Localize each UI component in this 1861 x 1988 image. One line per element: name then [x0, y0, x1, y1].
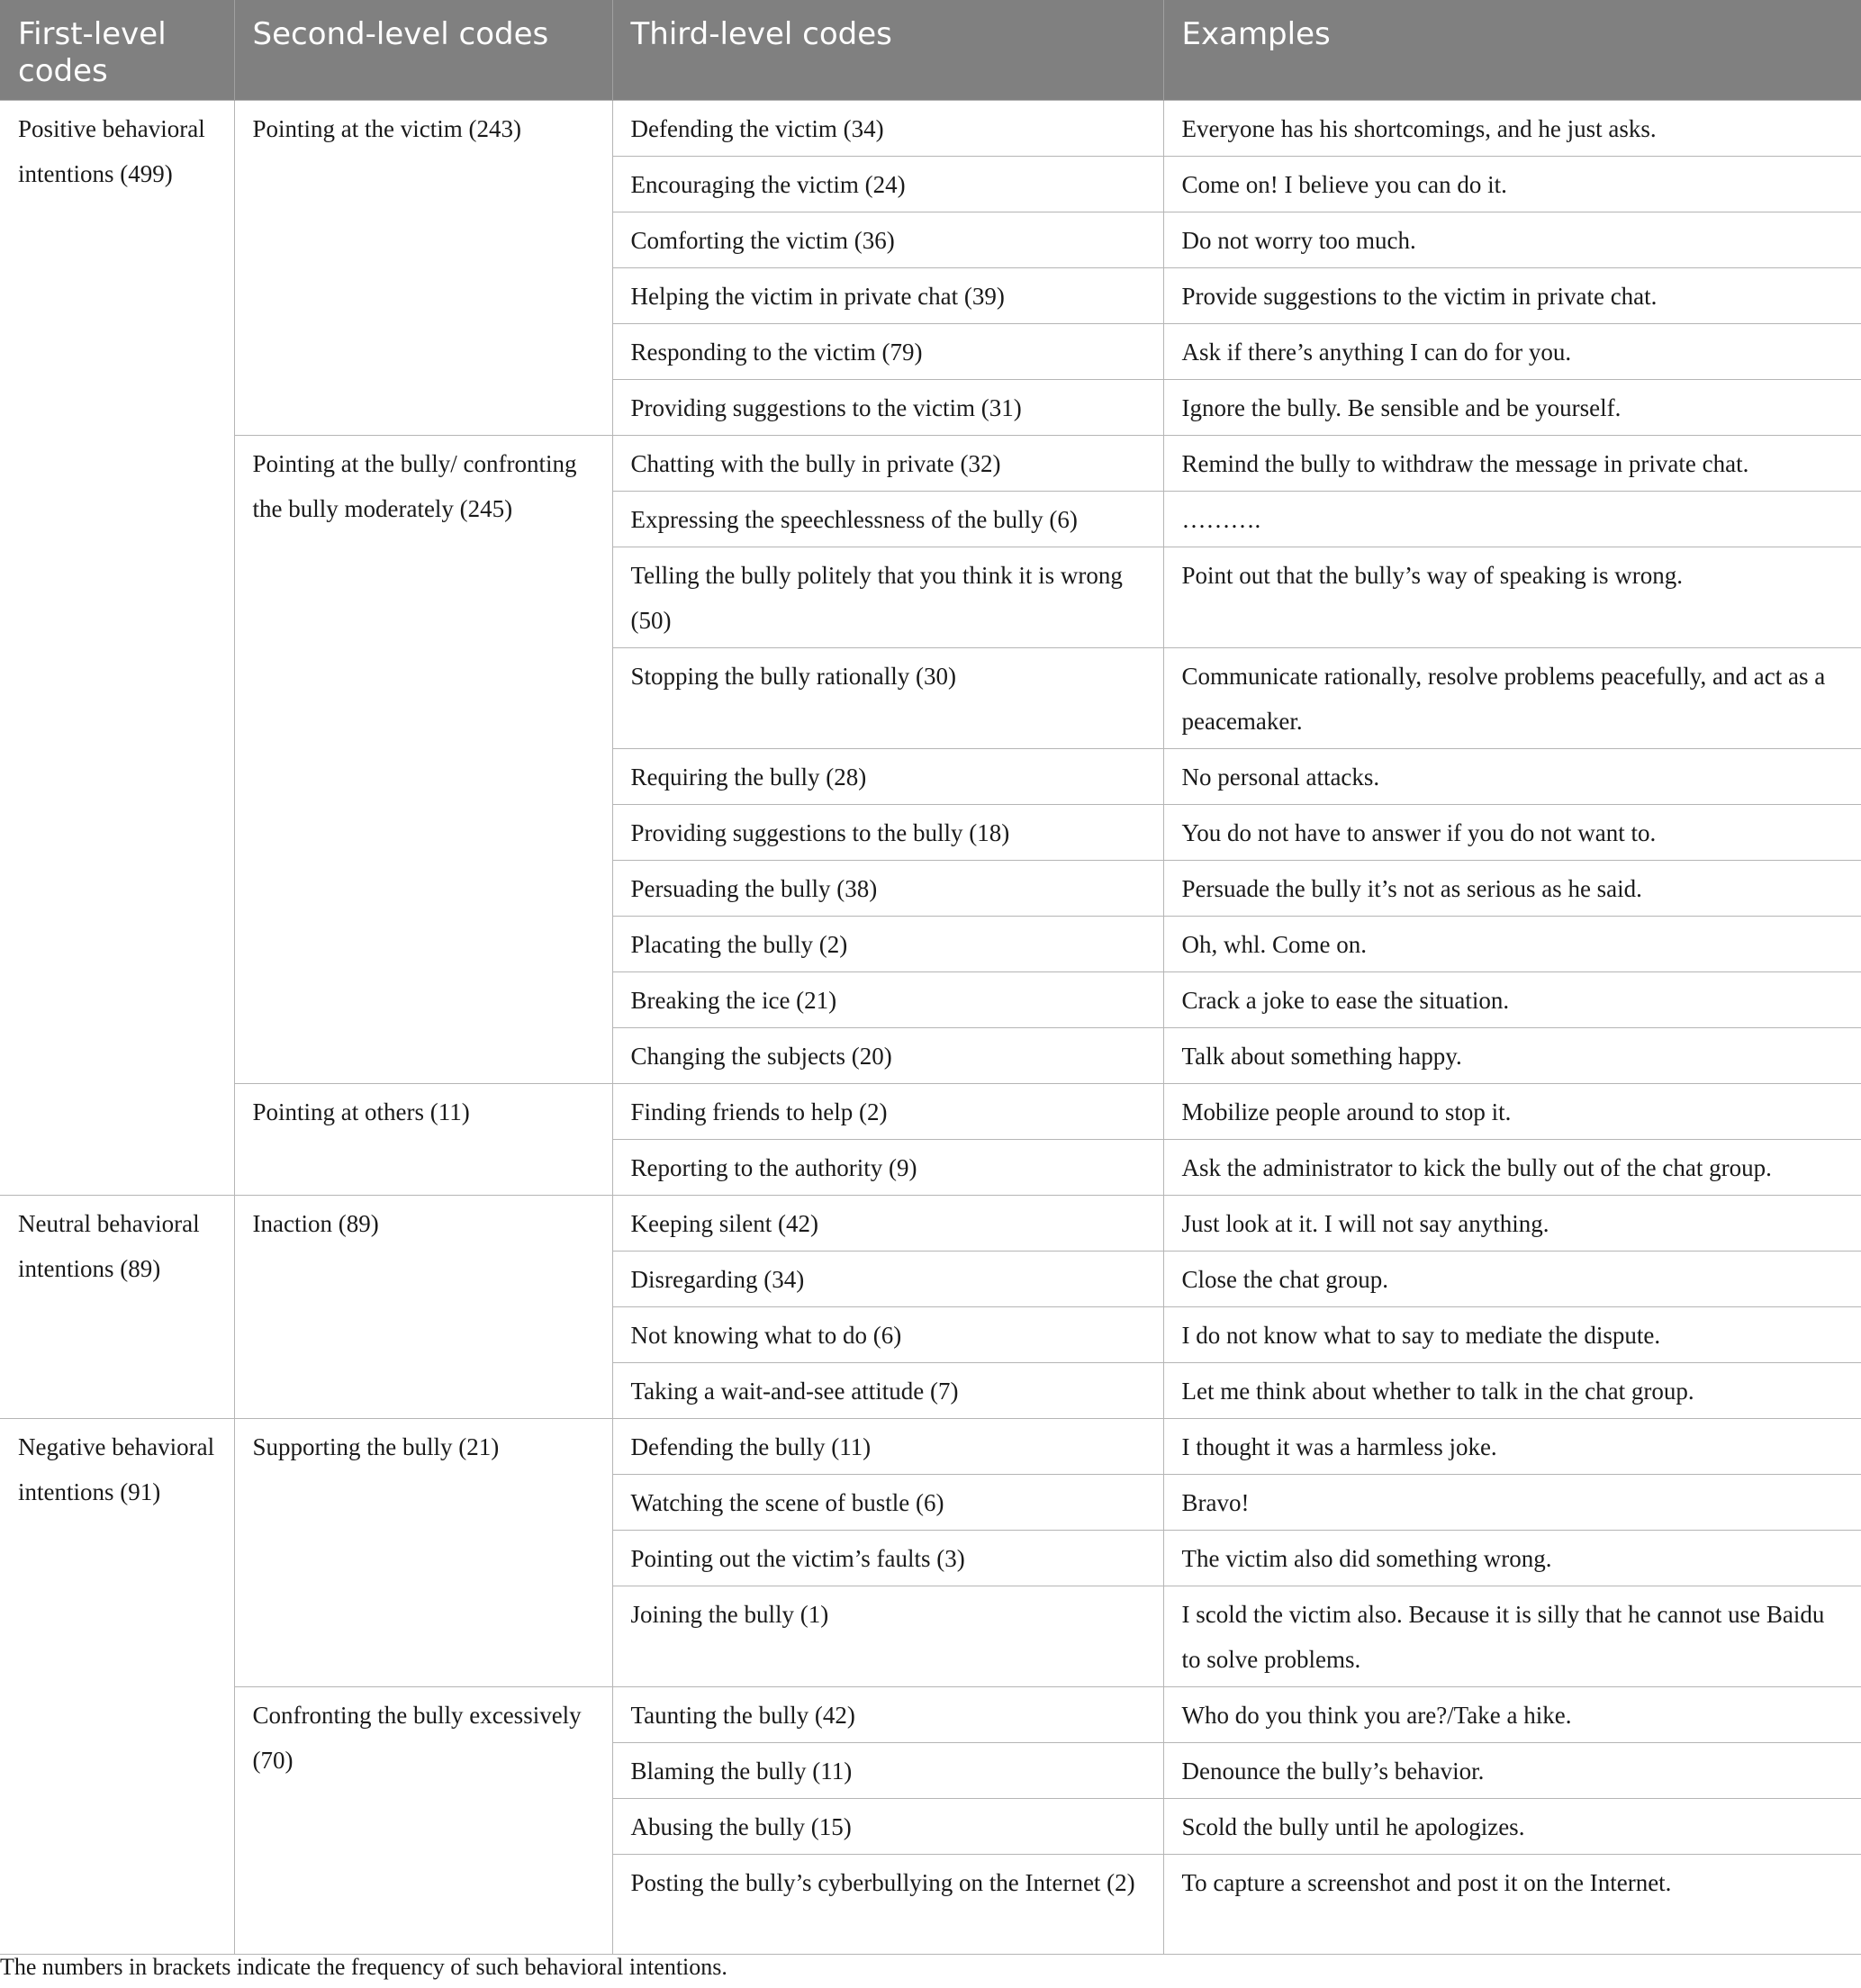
- example-text: The victim also did something wrong.: [1163, 1531, 1861, 1586]
- example-text: Denounce the bully’s behavior.: [1163, 1743, 1861, 1799]
- third-level-code: Pointing out the victim’s faults (3): [612, 1531, 1163, 1586]
- second-level-code: Supporting the bully (21): [234, 1419, 612, 1687]
- table-header: [0, 0, 1861, 101]
- example-text: To capture a screenshot and post it on the Internet.: [1163, 1855, 1861, 1955]
- example-text: I do not know what to say to mediate the dispute.: [1163, 1307, 1861, 1363]
- third-level-code: Stopping the bully rationally (30): [612, 648, 1163, 749]
- second-level-code: Pointing at others (11): [234, 1084, 612, 1196]
- table-footnote: The numbers in brackets indicate the frequency of such behavioral intentions.: [0, 1954, 727, 1980]
- third-level-code: Changing the subjects (20): [612, 1028, 1163, 1084]
- third-level-code: Not knowing what to do (6): [612, 1307, 1163, 1363]
- second-level-code: Confronting the bully excessively (70): [234, 1687, 612, 1955]
- first-level-code: Negative behavioral intentions (91): [0, 1419, 234, 1955]
- header-first-level: First-level codes: [0, 0, 234, 101]
- table-row: [0, 1196, 1861, 1252]
- example-text: No personal attacks.: [1163, 749, 1861, 805]
- third-level-code: Telling the bully politely that you think it is wrong (50): [612, 547, 1163, 648]
- third-level-code: Taunting the bully (42): [612, 1687, 1163, 1743]
- first-level-code: Neutral behavioral intentions (89): [0, 1196, 234, 1419]
- example-text: Mobilize people around to stop it.: [1163, 1084, 1861, 1140]
- example-text: Close the chat group.: [1163, 1252, 1861, 1307]
- example-text: I scold the victim also. Because it is silly that he cannot use Baidu to solve problems.: [1163, 1586, 1861, 1687]
- example-text: Ignore the bully. Be sensible and be yourself.: [1163, 380, 1861, 436]
- third-level-code: Comforting the victim (36): [612, 212, 1163, 268]
- header-row: [0, 0, 1861, 101]
- example-text: Crack a joke to ease the situation.: [1163, 972, 1861, 1028]
- third-level-code: Helping the victim in private chat (39): [612, 268, 1163, 324]
- third-level-code: Defending the bully (11): [612, 1419, 1163, 1475]
- third-level-code: Expressing the speechlessness of the bully (6): [612, 492, 1163, 547]
- example-text: Who do you think you are?/Take a hike.: [1163, 1687, 1861, 1743]
- third-level-code: Reporting to the authority (9): [612, 1140, 1163, 1196]
- third-level-code: Disregarding (34): [612, 1252, 1163, 1307]
- example-text: Bravo!: [1163, 1475, 1861, 1531]
- second-level-code: Pointing at the victim (243): [234, 101, 612, 436]
- table-row: [0, 1687, 1861, 1743]
- third-level-code: Persuading the bully (38): [612, 861, 1163, 917]
- example-text: Provide suggestions to the victim in private chat.: [1163, 268, 1861, 324]
- third-level-code: Requiring the bully (28): [612, 749, 1163, 805]
- third-level-code: Finding friends to help (2): [612, 1084, 1163, 1140]
- third-level-code: Responding to the victim (79): [612, 324, 1163, 380]
- example-text: Ask if there’s anything I can do for you.: [1163, 324, 1861, 380]
- example-text: You do not have to answer if you do not want to.: [1163, 805, 1861, 861]
- example-text: Scold the bully until he apologizes.: [1163, 1799, 1861, 1855]
- example-text: Oh, whl. Come on.: [1163, 917, 1861, 972]
- table-row: [0, 1084, 1861, 1140]
- example-text: Come on! I believe you can do it.: [1163, 157, 1861, 212]
- table-row: [0, 436, 1861, 492]
- example-text: Persuade the bully it’s not as serious as he said.: [1163, 861, 1861, 917]
- example-text: ……….: [1163, 492, 1861, 547]
- third-level-code: Joining the bully (1): [612, 1586, 1163, 1687]
- header-examples: Examples: [1163, 0, 1861, 101]
- example-text: Point out that the bully’s way of speaking is wrong.: [1163, 547, 1861, 648]
- second-level-code: Inaction (89): [234, 1196, 612, 1419]
- third-level-code: Chatting with the bully in private (32): [612, 436, 1163, 492]
- third-level-code: Posting the bully’s cyberbullying on the Internet (2): [612, 1855, 1163, 1955]
- third-level-code: Breaking the ice (21): [612, 972, 1163, 1028]
- table-body: [0, 101, 1861, 1955]
- third-level-code: Providing suggestions to the victim (31): [612, 380, 1163, 436]
- example-text: Ask the administrator to kick the bully out of the chat group.: [1163, 1140, 1861, 1196]
- second-level-code: Pointing at the bully/ confronting the bully moderately (245): [234, 436, 612, 1084]
- table-row: [0, 101, 1861, 157]
- example-text: Communicate rationally, resolve problems peacefully, and act as a peacemaker.: [1163, 648, 1861, 749]
- third-level-code: Encouraging the victim (24): [612, 157, 1163, 212]
- example-text: Just look at it. I will not say anything.: [1163, 1196, 1861, 1252]
- third-level-code: Defending the victim (34): [612, 101, 1163, 157]
- third-level-code: Providing suggestions to the bully (18): [612, 805, 1163, 861]
- first-level-code: Positive behavioral intentions (499): [0, 101, 234, 1196]
- third-level-code: Keeping silent (42): [612, 1196, 1163, 1252]
- example-text: Do not worry too much.: [1163, 212, 1861, 268]
- example-text: Let me think about whether to talk in the chat group.: [1163, 1363, 1861, 1419]
- header-second-level: Second-level codes: [234, 0, 612, 101]
- example-text: Everyone has his shortcomings, and he just asks.: [1163, 101, 1861, 157]
- third-level-code: Watching the scene of bustle (6): [612, 1475, 1163, 1531]
- third-level-code: Placating the bully (2): [612, 917, 1163, 972]
- third-level-code: Blaming the bully (11): [612, 1743, 1163, 1799]
- example-text: I thought it was a harmless joke.: [1163, 1419, 1861, 1475]
- example-text: Remind the bully to withdraw the message in private chat.: [1163, 436, 1861, 492]
- third-level-code: Abusing the bully (15): [612, 1799, 1163, 1855]
- table-row: [0, 1419, 1861, 1475]
- example-text: Talk about something happy.: [1163, 1028, 1861, 1084]
- third-level-code: Taking a wait-and-see attitude (7): [612, 1363, 1163, 1419]
- header-third-level: Third-level codes: [612, 0, 1163, 101]
